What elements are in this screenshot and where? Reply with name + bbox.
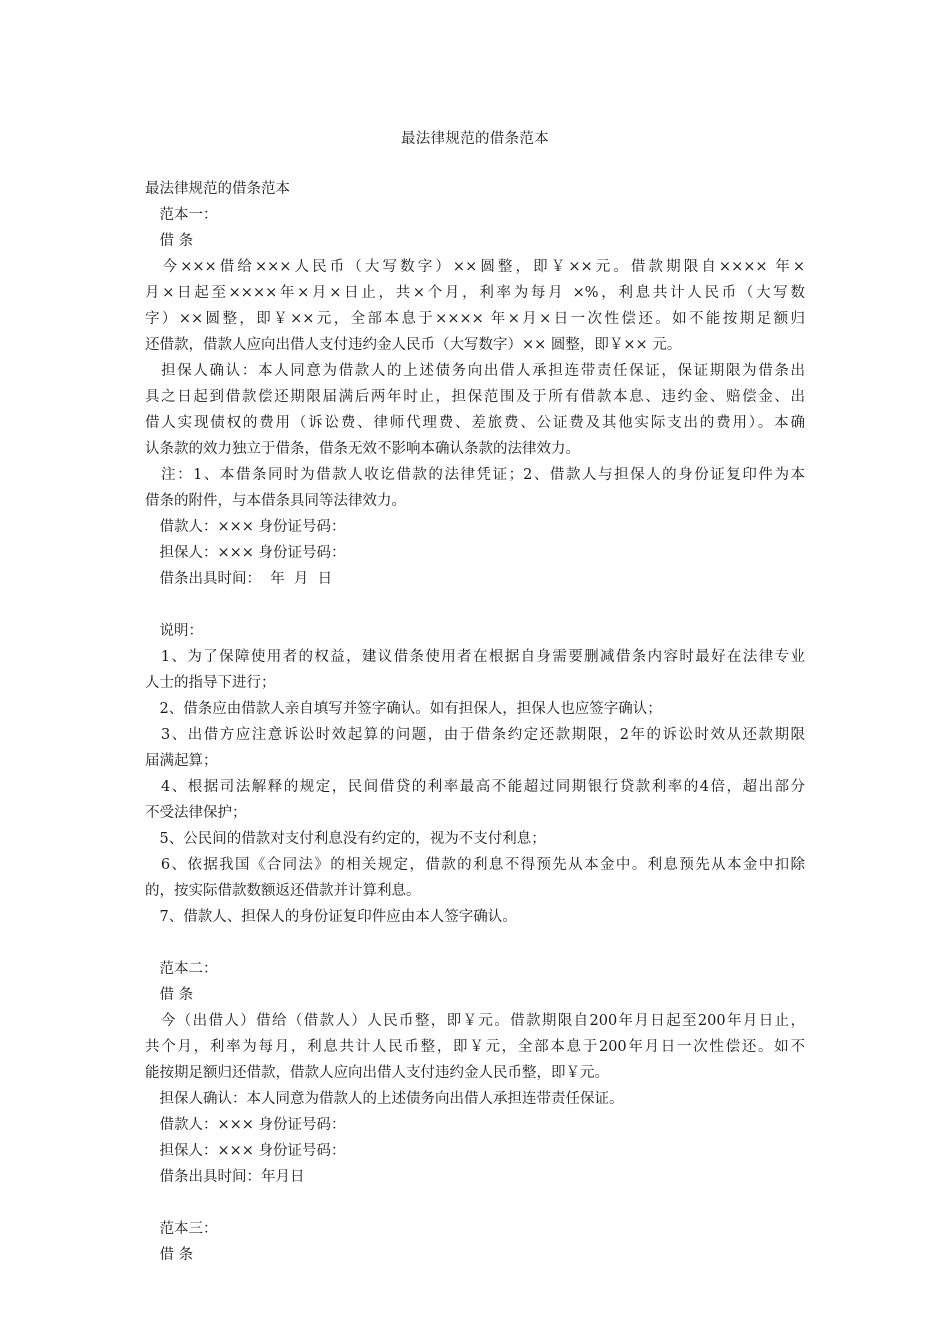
text-line: 7、借款人、担保人的身份证复印件应由本人签字确认。 [145, 909, 517, 925]
text-line: 担保人确认：本人同意为借款人的上述债务向出借人承担连带责任保证，保证期限为借条出 [145, 363, 805, 379]
text-line: 届满起算； [145, 753, 218, 769]
text-line: 担保人：××× 身份证号码： [145, 1143, 346, 1159]
text-line: 借 条 [145, 1247, 194, 1263]
text-line: 说明： [145, 623, 203, 639]
text-line: 范本三： [145, 1221, 218, 1237]
text-line: 借 条 [145, 233, 194, 249]
text-line: 最法律规范的借条范本 [145, 181, 290, 197]
text-line: 4、根据司法解释的规定，民间借贷的利率最高不能超过同期银行贷款利率的4倍，超出部分 [145, 779, 805, 795]
blank-line [145, 1190, 805, 1216]
text-line: 范本二： [145, 961, 218, 977]
text-line: 5、公民间的借款对支付利息没有约定的，视为不支付利息； [145, 831, 546, 847]
text-line: 认条款的效力独立于借条，借条无效不影响本确认条款的法律效力。 [145, 441, 580, 457]
text-line: 今（出借人）借给（借款人）人民币整，即￥元。借款期限自200年月日起至200年月日止， [145, 1013, 805, 1029]
text-line: 的，按实际借款数额返还借款并计算利息。 [145, 883, 421, 899]
blank-line [145, 592, 805, 618]
text-line: 借 条 [145, 987, 194, 1003]
text-line: 注：1、本借条同时为借款人收讫借款的法律凭证；2、借款人与担保人的身份证复印件为本 [145, 467, 805, 483]
text-line: 字）××圆整，即￥××元，全部本息于×××× 年×月×日一次性偿还。如不能按期足额归 [145, 311, 805, 327]
text-line: 今×××借给×××人民币（大写数字）××圆整，即￥××元。借款期限自×××× 年× [145, 259, 805, 275]
text-line: 借款人：××× 身份证号码： [145, 519, 346, 535]
text-line: 2、借条应由借款人亲自填写并签字确认。如有担保人，担保人也应签字确认； [145, 701, 662, 717]
document-body [145, 176, 805, 1268]
text-line: 月×日起至××××年×月×日止，共×个月，利率为每月 ×%，利息共计人民币（大写数 [145, 285, 805, 301]
text-line: 借条出具时间： 年 月 日 [145, 571, 333, 587]
text-line: 借款人：××× 身份证号码： [145, 1117, 346, 1133]
text-line: 范本一： [145, 207, 218, 223]
text-line: 1、为了保障使用者的权益，建议借条使用者在根据自身需要删减借条内容时最好在法律专业 [145, 649, 805, 665]
text-line: 3、出借方应注意诉讼时效起算的问题，由于借条约定还款期限，2年的诉讼时效从还款期限 [145, 727, 805, 743]
text-line: 还借款，借款人应向出借人支付违约金人民币（大写数字）×× 圆整，即￥×× 元。 [145, 337, 682, 353]
text-line: 担保人确认：本人同意为借款人的上述债务向出借人承担连带责任保证。 [145, 1091, 624, 1107]
text-line: 借条的附件，与本借条具同等法律效力。 [145, 493, 406, 509]
text-line: 具之日起到借款偿还期限届满后两年时止，担保范围及于所有借款本息、违约金、赔偿金、出 [145, 389, 805, 405]
text-line: 借人实现债权的费用（诉讼费、律师代理费、差旅费、公证费及其他实际支出的费用）。本确 [145, 415, 805, 431]
text-line: 6、依据我国《合同法》的相关规定，借款的利息不得预先从本金中。利息预先从本金中扣除 [145, 857, 805, 873]
text-line: 能按期足额归还借款，借款人应向出借人支付违约金人民币整，即￥元。 [145, 1065, 609, 1081]
blank-line [145, 930, 805, 956]
text-line: 共个月，利率为每月，利息共计人民币整，即￥元，全部本息于200年月日一次性偿还。如不 [145, 1039, 805, 1055]
text-line: 借条出具时间：年月日 [145, 1169, 305, 1185]
text-line: 担保人：××× 身份证号码： [145, 545, 346, 561]
text-line: 不受法律保护； [145, 805, 247, 821]
text-line: 人士的指导下进行； [145, 675, 276, 691]
document-title: 最法律规范的借条范本 [401, 131, 549, 147]
